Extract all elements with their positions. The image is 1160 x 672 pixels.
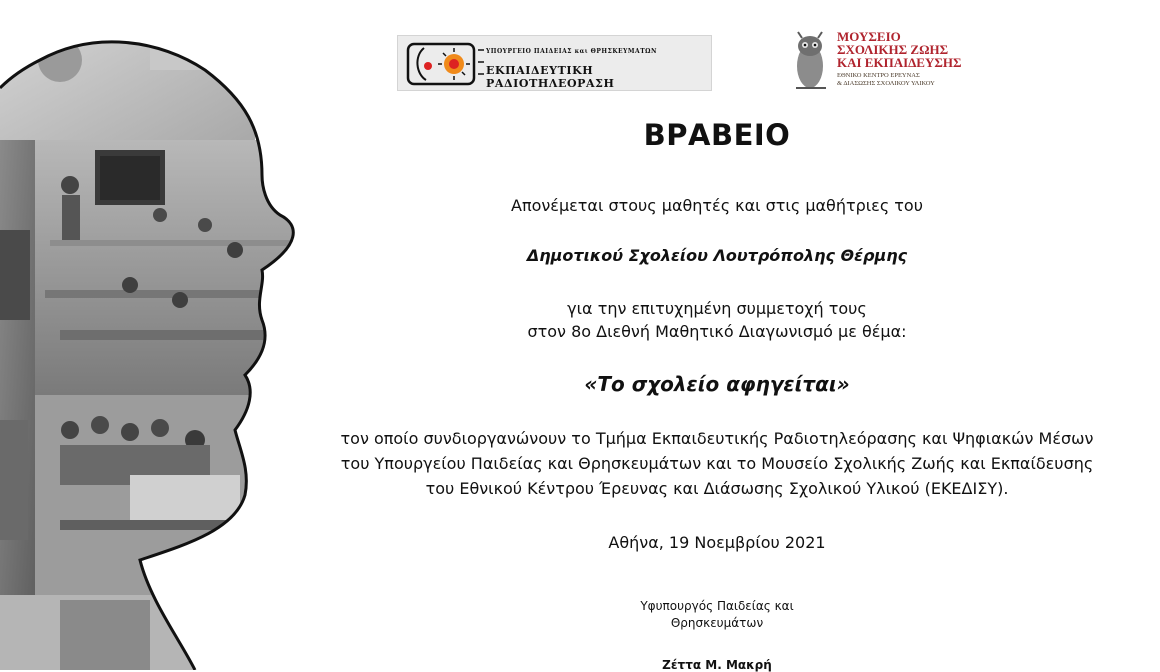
awarded-to-text: Απονέμεται στους μαθητές και στις μαθήτριες του bbox=[511, 196, 923, 215]
organizers-line3: του Εθνικού Κέντρου Έρευνας και Διάσωσης Σχολικού Υλικού (ΕΚΕΔΙΣΥ). bbox=[425, 479, 1009, 498]
museum-logo bbox=[780, 26, 1000, 96]
edutv-name-text: ΕΚΠΑΙΔΕΥΤΙΚΗ ΡΑΔΙΟΤΗΛΕΟΡΑΣΗ bbox=[486, 64, 615, 90]
edutv-dash-marks bbox=[476, 44, 486, 84]
owl-icon bbox=[782, 28, 834, 94]
certificate-title: ΒΡΑΒΕΙΟ bbox=[643, 118, 791, 152]
place-date: Αθήνα, 19 Νοεμβρίου 2021 bbox=[608, 533, 826, 552]
edutv-ministry-text: ΥΠΟΥΡΓΕΙΟ ΠΑΙΔΕΙΑΣ και ΘΡΗΣΚΕΥΜΑΤΩΝ bbox=[486, 48, 657, 55]
photo-collage bbox=[0, 0, 300, 670]
signatory-title-line1: Υφυπουργός Παιδείας και bbox=[640, 599, 794, 613]
competition-theme: «Το σχολείο αφηγείται» bbox=[584, 372, 850, 396]
signatory-title-line2: Θρησκευμάτων bbox=[670, 616, 764, 630]
signatory-name: Ζέττα Μ. Μακρή bbox=[662, 658, 772, 672]
collage-graphic bbox=[0, 0, 300, 670]
edutv-logo bbox=[397, 35, 712, 91]
participation-line2: στον 8ο Διεθνή Μαθητικό Διαγωνισμό με θέμα: bbox=[527, 322, 907, 341]
museum-center-line2: & ΔΙΑΣΩΣΗΣ ΣΧΟΛΙΚΟΥ ΥΛΙΚΟΥ bbox=[837, 79, 935, 87]
photo-left-strip bbox=[0, 140, 40, 670]
museum-name-line2: ΣΧΟΛΙΚΗΣ ΖΩΗΣ bbox=[837, 42, 949, 57]
museum-center-line1: ΕΘΝΙΚΟ ΚΕΝΤΡΟ ΕΡΕΥΝΑΣ bbox=[837, 72, 920, 79]
edutv-emblem-icon bbox=[402, 36, 482, 90]
organizers-line1: τον οποίο συνδιοργανώνουν το Τμήμα Εκπαιδευτικής Ραδιοτηλεόρασης και Ψηφιακών Μέσων bbox=[340, 429, 1094, 448]
museum-name-line1: ΜΟΥΣΕΙΟ bbox=[837, 29, 901, 44]
museum-name-line3: ΚΑΙ ΕΚΠΑΙΔΕΥΣΗΣ bbox=[837, 55, 962, 70]
participation-line1: για την επιτυχημένη συμμετοχή τους bbox=[567, 299, 867, 318]
organizers-line2: του Υπουργείου Παιδείας και Θρησκευμάτων και το Μουσείο Σχολικής Ζωής και Εκπαίδευσης bbox=[340, 454, 1094, 473]
school-name: Δημοτικού Σχολείου Λουτρόπολης Θέρμης bbox=[526, 246, 908, 265]
